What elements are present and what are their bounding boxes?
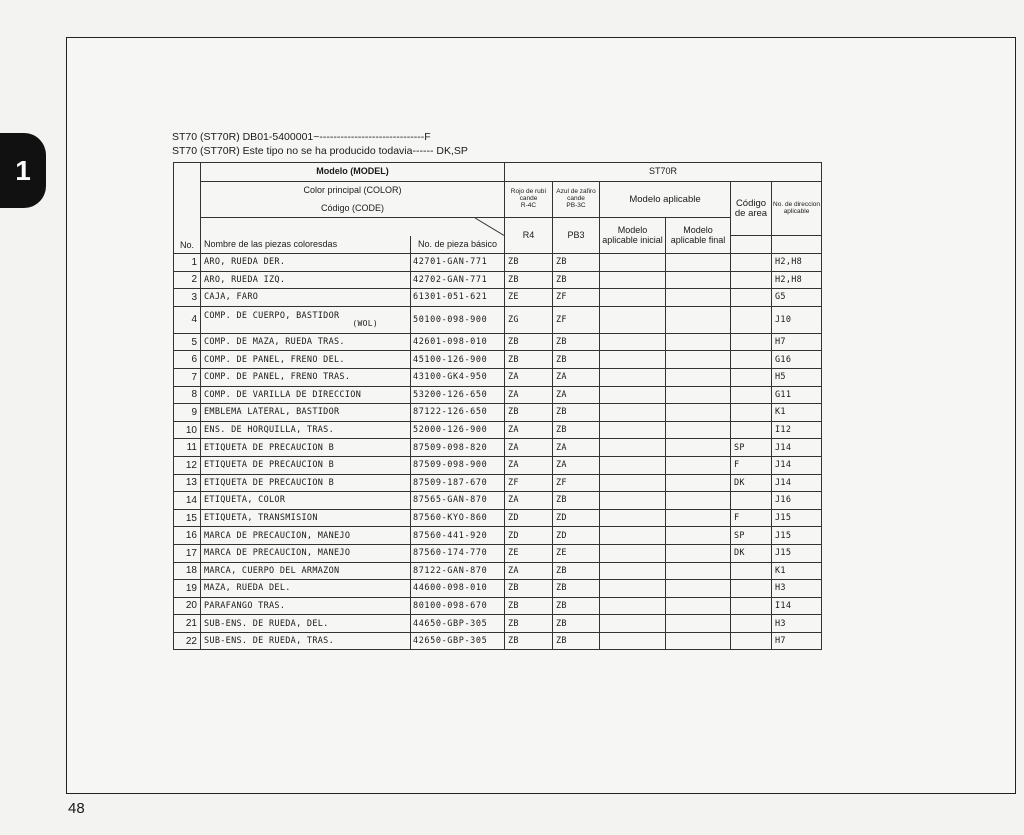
color-code-r4: ZA	[505, 439, 553, 457]
row-no: 8	[174, 386, 201, 404]
part-number: 42601-098-010	[411, 333, 505, 351]
page-number: 48	[68, 800, 85, 817]
direction-no: G11	[772, 386, 822, 404]
row-no: 14	[174, 492, 201, 510]
color-code-pb3: ZA	[553, 386, 600, 404]
area-code-header: Código de area	[731, 182, 772, 236]
color-code-pb3: ZA	[553, 456, 600, 474]
part-name: PARAFANGO TRAS.	[201, 597, 411, 615]
color-code-pb3: ZB	[553, 492, 600, 510]
row-no: 9	[174, 404, 201, 422]
part-number: 61301-051-621	[411, 289, 505, 307]
row-no: 2	[174, 271, 201, 289]
direction-no: K1	[772, 404, 822, 422]
initial-model	[600, 474, 666, 492]
final-model	[666, 289, 731, 307]
color-code-r4: ZB	[505, 615, 553, 633]
row-no: 11	[174, 439, 201, 457]
table-row	[174, 333, 822, 351]
final-model	[666, 386, 731, 404]
table-row	[174, 254, 822, 272]
area-code	[731, 492, 772, 510]
table-row	[174, 368, 822, 386]
final-model	[666, 527, 731, 545]
initial-model	[600, 351, 666, 369]
part-number: 87560-174-770	[411, 544, 505, 562]
area-code: SP	[731, 527, 772, 545]
initial-model	[600, 632, 666, 650]
final-model-header: Modelo aplicable final	[666, 218, 731, 254]
header-line-2: ST70 (ST70R) Este tipo no se ha producido todavia------ DK,SP	[172, 145, 468, 157]
row-no: 13	[174, 474, 201, 492]
initial-model	[600, 271, 666, 289]
area-code	[731, 368, 772, 386]
final-model	[666, 544, 731, 562]
color-code-r4: ZD	[505, 527, 553, 545]
part-name: EMBLEMA LATERAL, BASTIDOR	[201, 404, 411, 422]
row-no: 17	[174, 544, 201, 562]
col-name-header: Nombre de las piezas coloresdas	[201, 236, 411, 254]
color-code-r4: ZB	[505, 333, 553, 351]
part-number: 43100-GK4-950	[411, 368, 505, 386]
direction-no: H7	[772, 632, 822, 650]
direction-no: G5	[772, 289, 822, 307]
part-number: 50100-098-900	[411, 306, 505, 333]
row-no: 5	[174, 333, 201, 351]
color-code-pb3: ZB	[553, 632, 600, 650]
area-code: F	[731, 456, 772, 474]
area-code	[731, 421, 772, 439]
final-model	[666, 456, 731, 474]
final-model	[666, 333, 731, 351]
part-number: 44600-098-010	[411, 580, 505, 598]
part-name: ETIQUETA, COLOR	[201, 492, 411, 510]
part-name: MAZA, RUEDA DEL.	[201, 580, 411, 598]
initial-model	[600, 404, 666, 422]
initial-model	[600, 289, 666, 307]
color-code-pb3: ZE	[553, 544, 600, 562]
part-number: 87565-GAN-870	[411, 492, 505, 510]
part-number: 87509-098-820	[411, 439, 505, 457]
code-label: Código (CODE)	[201, 200, 505, 218]
part-number: 52000-126-900	[411, 421, 505, 439]
final-model	[666, 271, 731, 289]
direction-no: H5	[772, 368, 822, 386]
row-no: 1	[174, 254, 201, 272]
table-row	[174, 615, 822, 633]
row-no: 7	[174, 368, 201, 386]
initial-model-header: Modelo aplicable inicial	[600, 218, 666, 254]
row-no: 18	[174, 562, 201, 580]
direction-no-header: No. de direccion aplicable	[772, 182, 822, 236]
color-code-pb3: ZB	[553, 254, 600, 272]
table-row	[174, 597, 822, 615]
area-code	[731, 351, 772, 369]
section-tab: 1	[0, 133, 46, 208]
col-r4: R4	[505, 218, 553, 254]
color-code-pb3: ZF	[553, 289, 600, 307]
row-no: 21	[174, 615, 201, 633]
part-number: 42701-GAN-771	[411, 254, 505, 272]
model-value: ST70R	[505, 163, 822, 182]
direction-no: J15	[772, 544, 822, 562]
table-row	[174, 474, 822, 492]
color-code-pb3: ZD	[553, 509, 600, 527]
direction-no: J15	[772, 509, 822, 527]
final-model	[666, 509, 731, 527]
initial-model	[600, 544, 666, 562]
color-code-pb3: ZB	[553, 333, 600, 351]
part-number: 87560-KYO-860	[411, 509, 505, 527]
final-model	[666, 474, 731, 492]
table-row	[174, 580, 822, 598]
color-code-pb3: ZA	[553, 439, 600, 457]
direction-no: H7	[772, 333, 822, 351]
col-part-header: No. de pieza básico	[411, 236, 505, 254]
part-name: ETIQUETA, TRANSMISION	[201, 509, 411, 527]
part-name: COMP. DE PANEL, FRENO DEL.	[201, 351, 411, 369]
model-label: Modelo (MODEL)	[201, 163, 505, 182]
part-name: MARCA DE PRECAUCION, MANEJO	[201, 544, 411, 562]
part-name: ETIQUETA DE PRECAUCION B	[201, 456, 411, 474]
color-code-r4: ZB	[505, 632, 553, 650]
final-model	[666, 439, 731, 457]
direction-no: J14	[772, 456, 822, 474]
color-code-pb3: ZB	[553, 351, 600, 369]
table-row	[174, 271, 822, 289]
part-name: SUB-ENS. DE RUEDA, TRAS.	[201, 632, 411, 650]
table-row	[174, 562, 822, 580]
color-code-r4: ZA	[505, 368, 553, 386]
part-name: ETIQUETA DE PRECAUCION B	[201, 439, 411, 457]
initial-model	[600, 580, 666, 598]
row-no: 3	[174, 289, 201, 307]
final-model	[666, 306, 731, 333]
part-name: COMP. DE MAZA, RUEDA TRAS.	[201, 333, 411, 351]
final-model	[666, 562, 731, 580]
area-code	[731, 580, 772, 598]
part-name: MARCA DE PRECAUCION, MANEJO	[201, 527, 411, 545]
initial-model	[600, 527, 666, 545]
table-row	[174, 456, 822, 474]
final-model	[666, 404, 731, 422]
direction-no: H3	[772, 580, 822, 598]
part-name: COMP. DE VARILLA DE DIRECCION	[201, 386, 411, 404]
part-name: ARO, RUEDA IZQ.	[201, 271, 411, 289]
area-code	[731, 386, 772, 404]
table-row	[174, 306, 822, 333]
table-row	[174, 632, 822, 650]
initial-model	[600, 597, 666, 615]
initial-model	[600, 562, 666, 580]
parts-rows	[174, 254, 822, 650]
wol-note: (WOL)	[352, 319, 378, 329]
initial-model	[600, 368, 666, 386]
area-code: DK	[731, 544, 772, 562]
direction-no: J14	[772, 439, 822, 457]
part-name: ETIQUETA DE PRECAUCION B	[201, 474, 411, 492]
part-no-corner	[201, 218, 505, 236]
color-code-pb3: ZB	[553, 404, 600, 422]
color-code-r4: ZE	[505, 289, 553, 307]
table-row	[174, 509, 822, 527]
applicable-model-header: Modelo aplicable	[600, 182, 731, 218]
color-code-r4: ZB	[505, 597, 553, 615]
color-code-pb3: ZF	[553, 306, 600, 333]
color-code-r4: ZG	[505, 306, 553, 333]
direction-no: I14	[772, 597, 822, 615]
direction-no: H2,H8	[772, 254, 822, 272]
part-name: COMP. DE CUERPO, BASTIDOR (WOL)	[201, 306, 411, 333]
color-code-r4: ZD	[505, 509, 553, 527]
final-model	[666, 580, 731, 598]
area-code: F	[731, 509, 772, 527]
direction-no: J16	[772, 492, 822, 510]
color-code-r4: ZB	[505, 404, 553, 422]
color-code-pb3: ZF	[553, 474, 600, 492]
area-code: DK	[731, 474, 772, 492]
color1-header: Rojo de rubí cande R-4C	[505, 182, 553, 218]
color-code-pb3: ZB	[553, 597, 600, 615]
initial-model	[600, 509, 666, 527]
initial-model	[600, 306, 666, 333]
part-number: 45100-126-900	[411, 351, 505, 369]
final-model	[666, 615, 731, 633]
initial-model	[600, 456, 666, 474]
area-code	[731, 632, 772, 650]
area-code	[731, 597, 772, 615]
area-code	[731, 404, 772, 422]
color-code-r4: ZB	[505, 580, 553, 598]
final-model	[666, 351, 731, 369]
row-no: 4	[174, 306, 201, 333]
part-number: 87509-187-670	[411, 474, 505, 492]
direction-no: G16	[772, 351, 822, 369]
part-name: MARCA, CUERPO DEL ARMAZON	[201, 562, 411, 580]
color-code-r4: ZB	[505, 271, 553, 289]
table-row	[174, 289, 822, 307]
direction-no: J14	[772, 474, 822, 492]
row-no: 6	[174, 351, 201, 369]
table-row	[174, 386, 822, 404]
direction-no: J10	[772, 306, 822, 333]
color-code-r4: ZB	[505, 351, 553, 369]
part-number: 87509-098-900	[411, 456, 505, 474]
color-code-pb3: ZB	[553, 421, 600, 439]
row-no: 19	[174, 580, 201, 598]
area-code	[731, 271, 772, 289]
part-number: 87560-441-920	[411, 527, 505, 545]
row-no: 10	[174, 421, 201, 439]
area-code	[731, 562, 772, 580]
header-line-1: ST70 (ST70R) DB01-5400001~------------------------------F	[172, 131, 431, 143]
area-code	[731, 289, 772, 307]
final-model	[666, 254, 731, 272]
initial-model	[600, 492, 666, 510]
table-row	[174, 404, 822, 422]
row-no: 12	[174, 456, 201, 474]
color-code-pb3: ZB	[553, 562, 600, 580]
part-number: 87122-GAN-870	[411, 562, 505, 580]
direction-no: H2,H8	[772, 271, 822, 289]
color-code-pb3: ZB	[553, 580, 600, 598]
part-number: 80100-098-670	[411, 597, 505, 615]
parts-color-table	[173, 162, 822, 650]
part-name: ENS. DE HORQUILLA, TRAS.	[201, 421, 411, 439]
color-code-pb3: ZD	[553, 527, 600, 545]
final-model	[666, 597, 731, 615]
table-row	[174, 439, 822, 457]
part-number: 53200-126-650	[411, 386, 505, 404]
col-no-header: No.	[174, 163, 201, 254]
part-number: 44650-GBP-305	[411, 615, 505, 633]
area-code	[731, 306, 772, 333]
final-model	[666, 421, 731, 439]
area-code	[731, 254, 772, 272]
final-model	[666, 492, 731, 510]
direction-no: H3	[772, 615, 822, 633]
part-number: 42650-GBP-305	[411, 632, 505, 650]
area-code: SP	[731, 439, 772, 457]
area-code	[731, 333, 772, 351]
initial-model	[600, 615, 666, 633]
table-row	[174, 527, 822, 545]
table-row	[174, 421, 822, 439]
color-code-r4: ZB	[505, 254, 553, 272]
direction-no: J15	[772, 527, 822, 545]
area-code	[731, 615, 772, 633]
part-number: 87122-126-650	[411, 404, 505, 422]
color-code-pb3: ZB	[553, 615, 600, 633]
color-label: Color principal (COLOR)	[201, 182, 505, 200]
initial-model	[600, 333, 666, 351]
color-code-pb3: ZB	[553, 271, 600, 289]
color-code-r4: ZA	[505, 492, 553, 510]
color-code-r4: ZE	[505, 544, 553, 562]
initial-model	[600, 386, 666, 404]
color2-header: Azul de zafiro cande PB-3C	[553, 182, 600, 218]
color-code-r4: ZA	[505, 562, 553, 580]
color-code-r4: ZA	[505, 386, 553, 404]
direction-no: I12	[772, 421, 822, 439]
row-no: 15	[174, 509, 201, 527]
initial-model	[600, 254, 666, 272]
color-code-r4: ZF	[505, 474, 553, 492]
color-code-pb3: ZA	[553, 368, 600, 386]
initial-model	[600, 439, 666, 457]
part-name: SUB-ENS. DE RUEDA, DEL.	[201, 615, 411, 633]
row-no: 22	[174, 632, 201, 650]
final-model	[666, 368, 731, 386]
color-code-r4: ZA	[505, 456, 553, 474]
color-code-r4: ZA	[505, 421, 553, 439]
col-pb3: PB3	[553, 218, 600, 254]
row-no: 16	[174, 527, 201, 545]
part-number: 42702-GAN-771	[411, 271, 505, 289]
part-name: COMP. DE PANEL, FRENO TRAS.	[201, 368, 411, 386]
part-name: CAJA, FARO	[201, 289, 411, 307]
part-name: ARO, RUEDA DER.	[201, 254, 411, 272]
table-row	[174, 544, 822, 562]
table-row	[174, 492, 822, 510]
final-model	[666, 632, 731, 650]
table-row	[174, 351, 822, 369]
initial-model	[600, 421, 666, 439]
direction-no: K1	[772, 562, 822, 580]
row-no: 20	[174, 597, 201, 615]
